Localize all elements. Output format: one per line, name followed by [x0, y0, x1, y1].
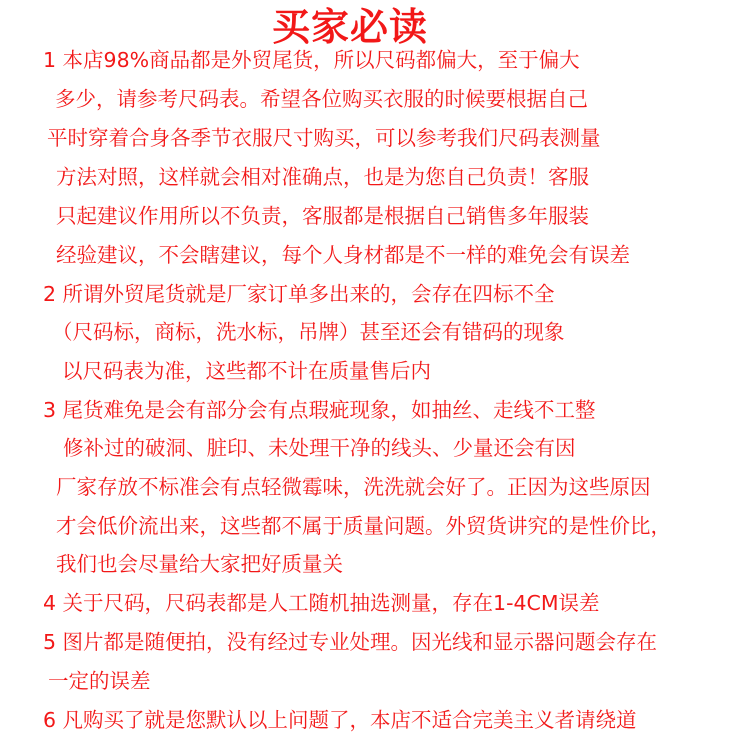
page-title: 买家必读	[271, 5, 428, 49]
notice-line-16: 5 图片都是随便拍，没有经过专业处理。因光线和显示器问题会存在	[43, 630, 658, 654]
notice-line-5: 只起建议作用所以不负责，客服都是根据自己销售多年服装	[56, 204, 589, 228]
notice-line-7: 2 所谓外贸尾货就是厂家订单多出来的，会存在四标不全	[43, 282, 555, 306]
notice-line-12: 厂家存放不标准会有点轻微霉味，洗洗就会好了。正因为这些原因	[56, 475, 651, 499]
notice-line-18: 6 凡购买了就是您默认以上问题了，本店不适合完美主义者请绕道	[43, 708, 637, 732]
notice-line-1: 1 本店98%商品都是外贸尾货，所以尺码都偏大，至于偏大	[43, 48, 580, 72]
notice-line-17: 一定的误差	[48, 669, 151, 693]
notice-line-4: 方法对照，这样就会相对准确点，也是为您自己负责！客服	[56, 165, 589, 189]
notice-line-11: 修补过的破洞、脏印、未处理干净的线头、少量还会有因	[63, 436, 576, 460]
notice-line-13: 才会低价流出来，这些都不属于质量问题。外贸货讲究的是性价比，	[56, 514, 671, 538]
notice-line-15: 4 关于尺码，尺码表都是人工随机抽选测量，存在1-4CM误差	[43, 591, 600, 615]
notice-line-2: 多少，请参考尺码表。希望各位购买衣服的时候要根据自己	[55, 87, 588, 111]
notice-line-10: 3 尾货难免是会有部分会有点瑕疵现象，如抽丝、走线不工整	[43, 398, 596, 422]
notice-line-9: 以尺码表为准，这些都不计在质量售后内	[62, 359, 431, 383]
notice-line-3: 平时穿着合身各季节衣服尺寸购买，可以参考我们尺码表测量	[47, 126, 601, 150]
notice-line-14: 我们也会尽量给大家把好质量关	[56, 552, 343, 576]
notice-line-6: 经验建议，不会瞎建议，每个人身材都是不一样的难免会有误差	[56, 243, 630, 267]
notice-line-8: （尺码标，商标，洗水标，吊牌）甚至还会有错码的现象	[52, 320, 565, 344]
